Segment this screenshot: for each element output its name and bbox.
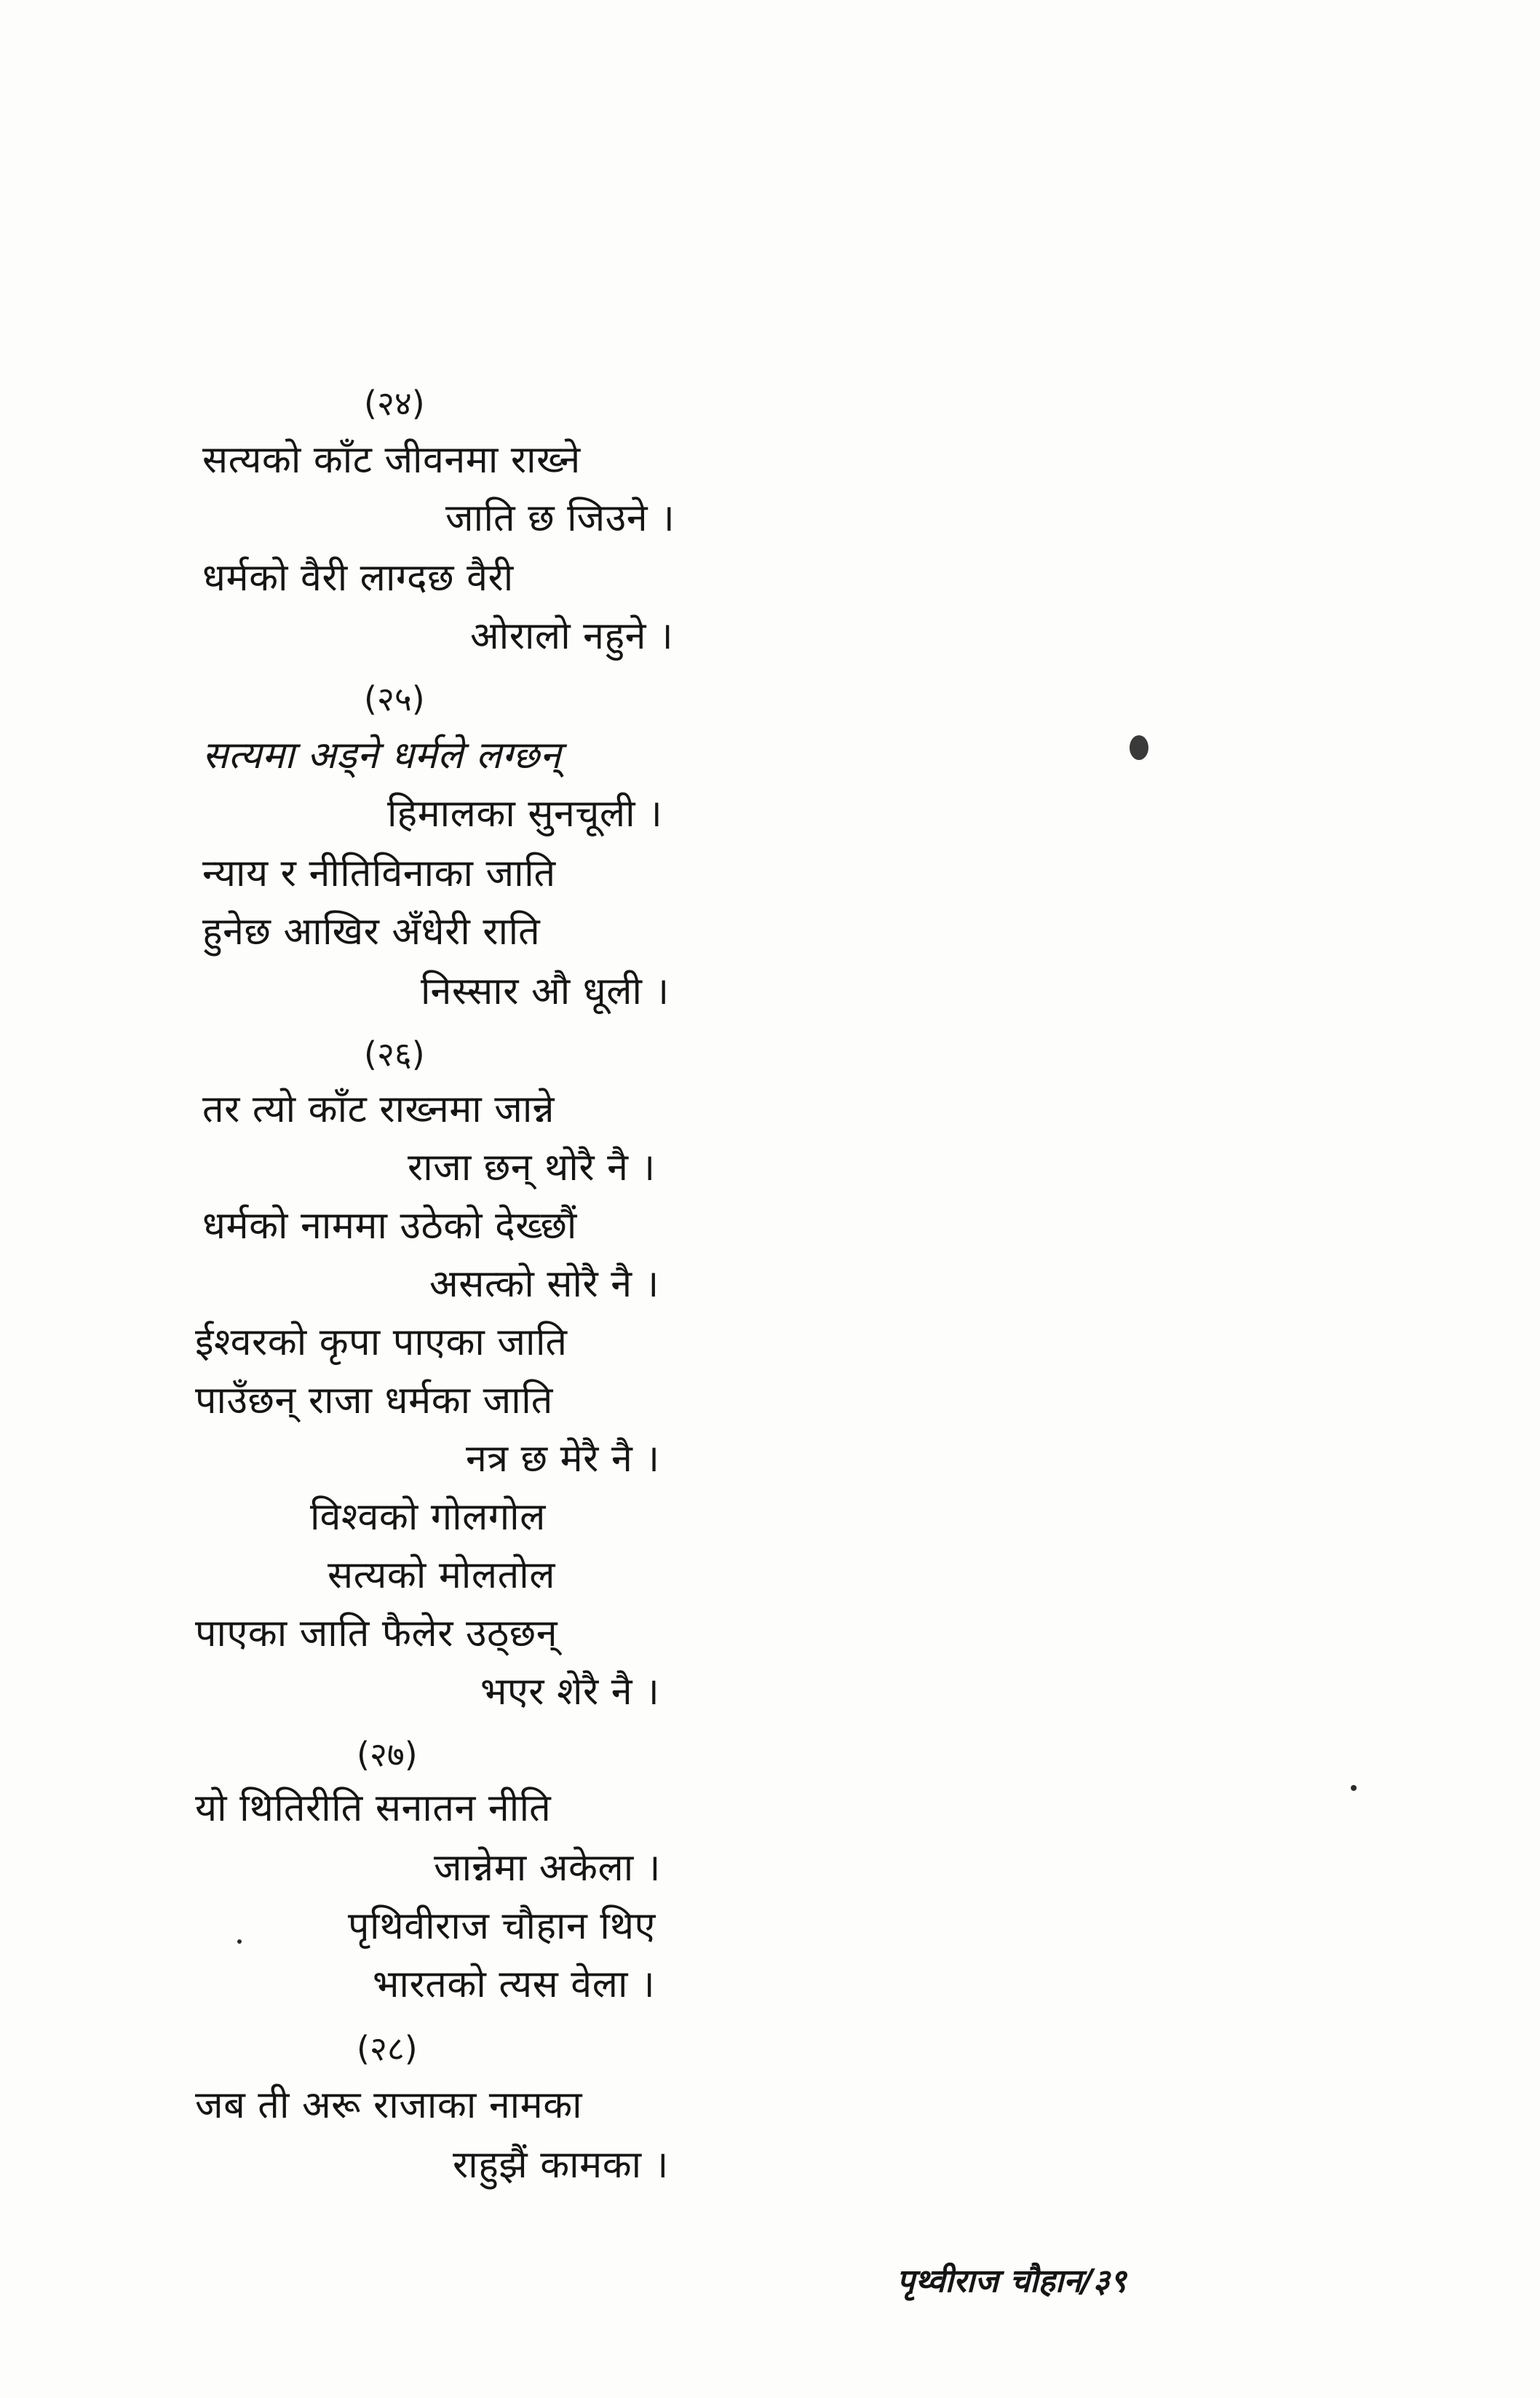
- verse-line: पृथिवीराज चौहान थिए: [348, 1904, 656, 1948]
- verse-line: ईश्वरको कृपा पाएका जाति: [195, 1321, 568, 1364]
- verse-line: जान्नेमा अकेला ।: [434, 1846, 661, 1890]
- verse-number: (२७): [357, 1735, 418, 1774]
- verse-line: ओरालो नहुने ।: [470, 614, 674, 658]
- verse-line: सत्यको मोलतोल: [328, 1554, 556, 1597]
- verse-line: भारतको त्यस वेला ।: [373, 1963, 656, 2006]
- verse-line: राजा छन् थोरै नै ।: [408, 1146, 656, 1190]
- verse-line: हुनेछ आखिर अँधेरी राति: [202, 910, 541, 954]
- scan-speck: [1351, 1785, 1357, 1791]
- scan-speck: [1130, 735, 1148, 760]
- verse-number: (२५): [364, 679, 425, 719]
- verse-line: विश्वको गोलगोल: [310, 1495, 546, 1539]
- verse-line: सत्यमा अड्ने धर्मले लग्छन्: [202, 734, 561, 777]
- verse-line: जब ती अरू राजाका नामका: [195, 2084, 583, 2127]
- verse-number: (२४): [364, 384, 425, 423]
- verse-line: जाति छ जिउने ।: [445, 496, 675, 540]
- verse-line: सत्यको काँट जीवनमा राख्ने: [202, 438, 581, 482]
- verse-line: पाएका जाति फैलेर उठ्छन्: [195, 1612, 558, 1655]
- verse-line: पाउँछन् राजा धर्मका जाति: [195, 1379, 553, 1422]
- verse-line: राहुझैं कामका ।: [453, 2143, 669, 2187]
- verse-number: (२६): [364, 1034, 425, 1074]
- verse-line: न्याय र नीतिविनाका जाति: [202, 852, 556, 895]
- verse-line: हिमालका सुनचूली ।: [387, 792, 663, 836]
- verse-line: तर त्यो काँट राख्नमा जान्ने: [202, 1088, 555, 1131]
- verse-line: निस्सार औ धूली ।: [421, 970, 670, 1013]
- verse-line: असत्को सोरै नै ।: [429, 1262, 659, 1306]
- verse-line: धर्मको वैरी लाग्दछ वैरी: [202, 556, 514, 600]
- verse-number: (२८): [357, 2029, 418, 2068]
- verse-line: भएर शेरै नै ।: [480, 1670, 660, 1714]
- verse-line: यो थितिरीति सनातन नीति: [195, 1786, 552, 1830]
- scan-speck: [237, 1939, 242, 1944]
- verse-line: धर्मको नाममा उठेको देख्छौं: [202, 1204, 577, 1248]
- running-footer: पृथ्वीराज चौहान/३९: [897, 2263, 1127, 2300]
- verse-line: नत्र छ मेरै नै ।: [466, 1437, 660, 1481]
